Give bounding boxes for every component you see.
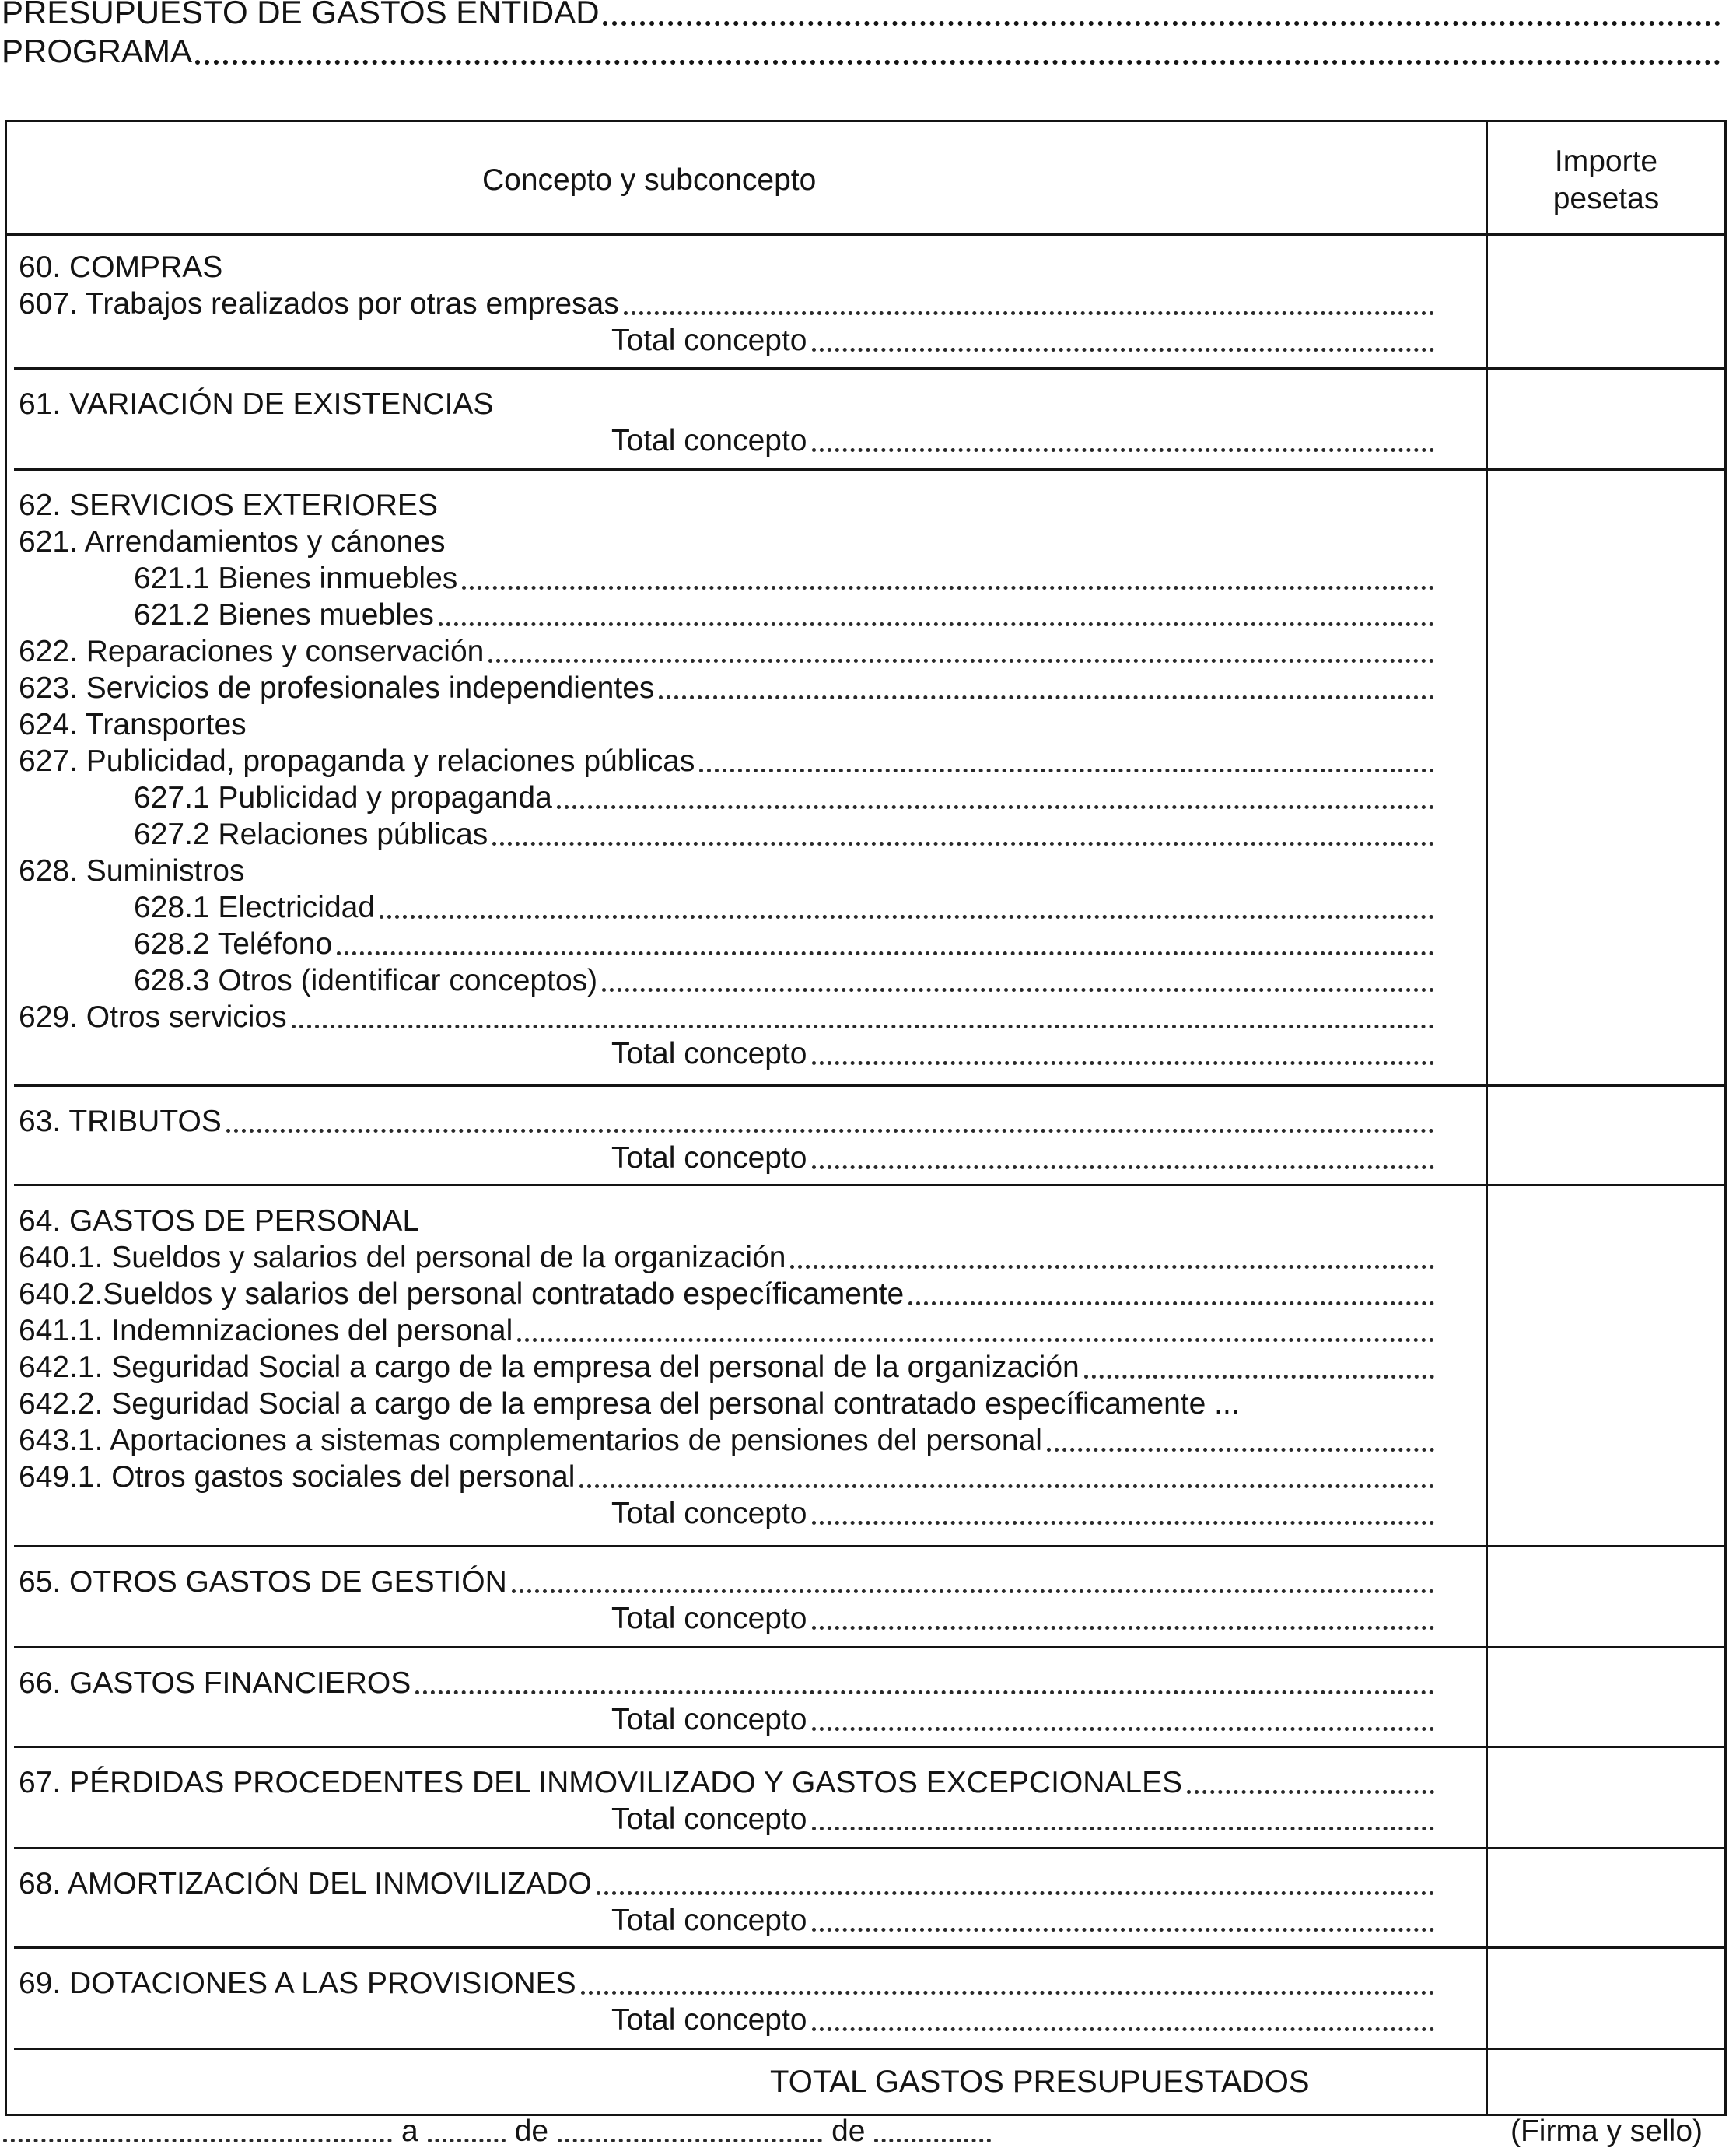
- item-642-2: 642.2. Seguridad Social a cargo de la empresa del personal contratado específicamente ...: [19, 1387, 1240, 1421]
- item-628-2: 628.2 Teléfono: [134, 926, 1434, 962]
- item-649-1: 649.1. Otros gastos sociales del personal: [19, 1459, 1434, 1495]
- item-629: 629. Otros servicios: [19, 999, 1434, 1035]
- place-date-line: [3, 2113, 991, 2150]
- section-67-title: 67. PÉRDIDAS PROCEDENTES DEL INMOVILIZADO Y GASTOS EXCEPCIONALES: [19, 1764, 1434, 1801]
- item-624: 624. Transportes: [19, 708, 247, 741]
- item-628-3: 628.3 Otros (identificar conceptos): [134, 962, 1434, 999]
- item-627-1: 627.1 Publicidad y propaganda: [134, 779, 1434, 816]
- section-68-title: 68. AMORTIZACIÓN DEL INMOVILIZADO: [19, 1865, 1434, 1902]
- section-61-title: 61. VARIACIÓN DE EXISTENCIAS: [19, 387, 494, 421]
- programa-fill-field[interactable]: [195, 60, 1720, 65]
- section-64-total: Total concepto: [611, 1495, 1434, 1532]
- section-divider: [14, 2048, 1724, 2050]
- amount-header-line1: Importe: [1554, 145, 1658, 178]
- de1-label: de: [514, 2114, 549, 2148]
- de2-label: de: [831, 2114, 866, 2148]
- section-divider: [14, 1184, 1724, 1186]
- section-divider: [14, 1084, 1724, 1087]
- section-69-total: Total concepto: [611, 2002, 1434, 2038]
- section-67-total: Total concepto: [611, 1801, 1434, 1837]
- section-63-total: Total concepto: [611, 1140, 1434, 1176]
- item-643-1: 643.1. Aportaciones a sistemas complementarios de pensiones del personal: [19, 1422, 1434, 1459]
- amount-column-divider: [1486, 120, 1488, 2116]
- programa-label: PROGRAMA: [2, 33, 193, 69]
- a-label: a: [401, 2114, 418, 2148]
- item-628-1: 628.1 Electricidad: [134, 889, 1434, 926]
- signature-label: (Firma y sello): [1510, 2114, 1703, 2148]
- grand-total-label: TOTAL GASTOS PRESUPUESTADOS: [770, 2065, 1310, 2099]
- place-field[interactable]: [3, 2139, 392, 2142]
- item-621: 621. Arrendamientos y cánones: [19, 525, 446, 559]
- section-66-title: 66. GASTOS FINANCIEROS: [19, 1665, 1434, 1701]
- item-641-1: 641.1. Indemnizaciones del personal: [19, 1312, 1434, 1349]
- section-divider: [14, 1545, 1724, 1547]
- section-69-title: 69. DOTACIONES A LAS PROVISIONES: [19, 1965, 1434, 2002]
- item-622: 622. Reparaciones y conservación: [19, 633, 1434, 670]
- programa-line: [2, 31, 1720, 72]
- entidad-fill-field[interactable]: [603, 21, 1720, 26]
- section-divider: [14, 1946, 1724, 1949]
- concept-column-header: Concepto y subconcepto: [482, 163, 817, 197]
- item-627: 627. Publicidad, propaganda y relaciones públicas: [19, 743, 1434, 779]
- section-65-title: 65. OTROS GASTOS DE GESTIÓN: [19, 1564, 1434, 1600]
- section-64-title: 64. GASTOS DE PERSONAL: [19, 1204, 420, 1238]
- entidad-label: PRESUPUESTO DE GASTOS ENTIDAD: [2, 0, 600, 30]
- section-68-total: Total concepto: [611, 1902, 1434, 1939]
- year-field[interactable]: [874, 2139, 991, 2142]
- item-628: 628. Suministros: [19, 854, 245, 888]
- section-61-total: Total concepto: [611, 422, 1434, 459]
- section-divider: [14, 1646, 1724, 1648]
- section-divider: [14, 1746, 1724, 1748]
- section-60-title: 60. COMPRAS: [19, 250, 223, 284]
- item-621-1: 621.1 Bienes inmuebles: [134, 560, 1434, 597]
- item-640-1: 640.1. Sueldos y salarios del personal de la organización: [19, 1239, 1434, 1276]
- item-640-2: 640.2.Sueldos y salarios del personal contratado específicamente: [19, 1276, 1434, 1312]
- section-63-title: 63. TRIBUTOS: [19, 1103, 1434, 1140]
- entidad-line: [2, 0, 1720, 33]
- section-62-total: Total concepto: [611, 1035, 1434, 1072]
- item-623: 623. Servicios de profesionales independientes: [19, 670, 1434, 706]
- item-621-2: 621.2 Bienes muebles: [134, 597, 1434, 633]
- section-62-title: 62. SERVICIOS EXTERIORES: [19, 489, 438, 522]
- day-field[interactable]: [428, 2139, 506, 2142]
- section-66-total: Total concepto: [611, 1701, 1434, 1738]
- section-60-total: Total concepto: [611, 322, 1434, 359]
- item-642-1: 642.1. Seguridad Social a cargo de la empresa del personal de la organización: [19, 1349, 1434, 1386]
- month-field[interactable]: [558, 2139, 822, 2142]
- section-divider: [14, 367, 1724, 370]
- item-627-2: 627.2 Relaciones públicas: [134, 816, 1434, 853]
- section-divider: [14, 468, 1724, 471]
- amount-header-line2: pesetas: [1552, 182, 1660, 215]
- section-divider: [14, 1847, 1724, 1849]
- section-65-total: Total concepto: [611, 1600, 1434, 1637]
- amount-column-header: [1488, 143, 1724, 218]
- section-divider: [5, 233, 1727, 236]
- item-607: 607. Trabajos realizados por otras empresas: [19, 286, 1434, 322]
